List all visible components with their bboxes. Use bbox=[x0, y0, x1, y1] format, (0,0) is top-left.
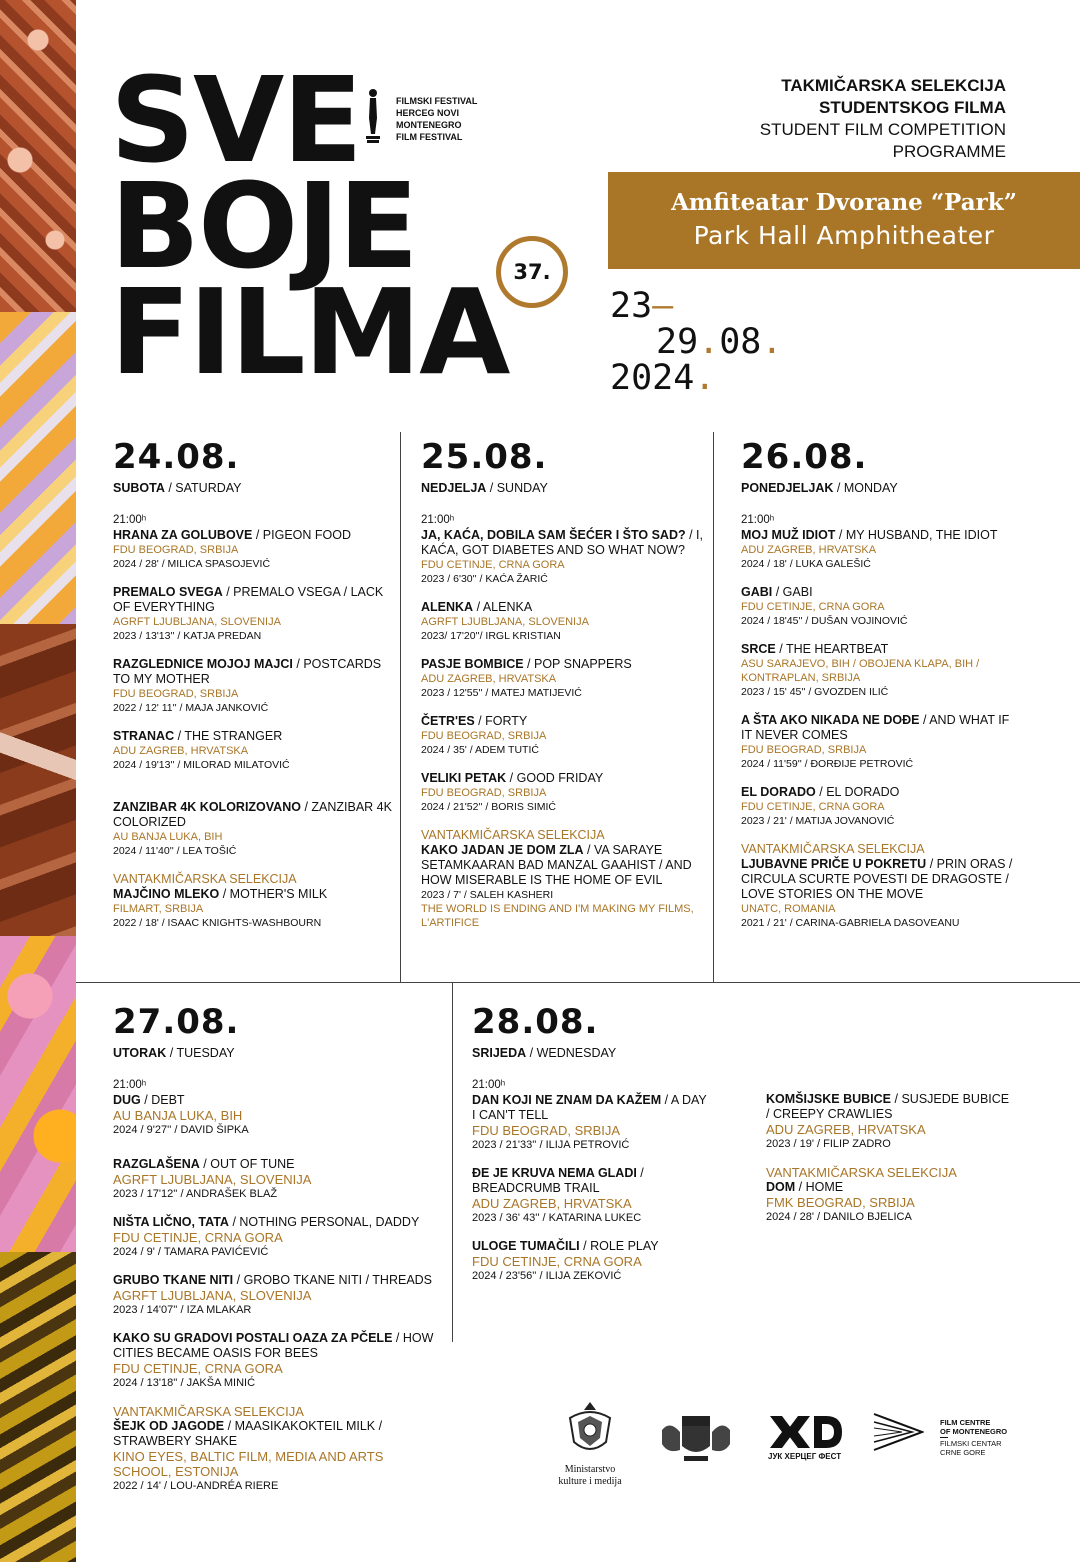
film-title-en: AND WHAT IF IT NEVER COMES bbox=[741, 713, 1010, 742]
film-meta: 2023 / 12'55'' / MATEJ MATIJEVIĆ bbox=[421, 687, 582, 699]
film-entry: NIŠTA LIČNO, TATA / NOTHING PERSONAL, DADDY FDU CETINJE, CRNA GORA 2024 / 9' / TAMARA PAVIĆEVIĆ bbox=[113, 1215, 435, 1259]
film-title-en: PREMALO VSEGA / LACK OF EVERYTHING bbox=[113, 585, 384, 614]
date-dot-3: . bbox=[694, 358, 716, 398]
film-title-local: EL DORADO bbox=[741, 785, 816, 799]
decorative-fabric-strip bbox=[0, 0, 76, 1562]
date-end-month: 08 bbox=[719, 322, 762, 362]
film-meta: 2024 / 35' / ADEM TUTIĆ bbox=[421, 744, 539, 756]
film-title-en: GOOD FRIDAY bbox=[516, 771, 604, 785]
film-entry: VELIKI PETAK / GOOD FRIDAY FDU BEOGRAD, SRBIJA 2024 / 21'52'' / BORIS SIMIĆ bbox=[421, 771, 703, 814]
film-meta: 2024 / 28' / DANILO BJELICA bbox=[766, 1211, 912, 1223]
divider-h bbox=[76, 982, 1080, 983]
film-title-local: A ŠTA AKO NIKADA NE DOĐE bbox=[741, 713, 920, 727]
day-name-local: PONEDJELJAK bbox=[741, 481, 834, 495]
film-title-local: ČETR'ES bbox=[421, 714, 475, 728]
film-meta: 2024 / 19'13'' / MILORAD MILATOVIĆ bbox=[113, 759, 290, 771]
film-origin: FDU BEOGRAD, SRBIJA bbox=[113, 688, 239, 700]
edition-badge: 37. bbox=[496, 236, 568, 308]
film-title-local: MOJ MUŽ IDIOT bbox=[741, 528, 836, 542]
film-title-local: HRANA ZA GOLUBOVE bbox=[113, 528, 253, 542]
day-column-1 bbox=[113, 438, 393, 944]
out-of-competition-label: VANTAKMIČARSKA SELEKCIJA bbox=[113, 872, 297, 886]
film-origin: ADU ZAGREB, HRVATSKA bbox=[421, 673, 557, 685]
film-title-local: SRCE bbox=[741, 642, 776, 656]
film-origin: FDU CETINJE, CRNA GORA bbox=[421, 559, 565, 571]
festival-line-2: HERCEG NOVI bbox=[396, 108, 460, 118]
film-origin: AGRFT LJUBLJANA, SLOVENIJA bbox=[113, 1288, 312, 1303]
film-meta: 2023 / 13'13'' / KATJA PREDAN bbox=[113, 630, 262, 642]
film-title-en: SUSJEDE BUBICE / CREEPY CRAWLIES bbox=[766, 1092, 1010, 1121]
competition-line-1: TAKMIČARSKA SELEKCIJA bbox=[781, 76, 1006, 95]
film-meta: 2023 / 14'07'' / IZA MLAKAR bbox=[113, 1304, 252, 1316]
screening-time: 21:00ʰ bbox=[421, 514, 455, 526]
film-title-en: MY HUSBAND, THE IDIOT bbox=[845, 528, 998, 542]
day-date: 27.08. bbox=[113, 1002, 240, 1042]
xd-logo-icon bbox=[768, 1414, 844, 1450]
day-date: 26.08. bbox=[741, 437, 868, 477]
film-title-local: VELIKI PETAK bbox=[421, 771, 507, 785]
film-origin: FDU BEOGRAD, SRBIJA bbox=[421, 730, 547, 742]
fabric-swatch-4 bbox=[0, 936, 76, 1252]
film-origin: UNATC, ROMANIA bbox=[741, 903, 836, 915]
festival-dates bbox=[610, 288, 782, 396]
venue-english: Park Hall Amphitheater bbox=[693, 221, 995, 250]
title-line-1: SVE bbox=[110, 51, 361, 189]
film-entry: GABI / GABI FDU CETINJE, CRNA GORA 2024 / 18'45'' / DUŠAN VOJINOVIĆ bbox=[741, 585, 1021, 628]
film-meta: 2022 / 14' / LOU-ANDRÉA RIERE bbox=[113, 1480, 279, 1492]
film-origin: FDU CETINJE, CRNA GORA bbox=[741, 801, 885, 813]
day-column-5 bbox=[472, 1003, 712, 1297]
date-dot-2: . bbox=[761, 322, 783, 362]
film-title-en: POSTCARDS TO MY MOTHER bbox=[113, 657, 382, 686]
film-title-local: ULOGE TUMAČILI bbox=[472, 1239, 580, 1253]
film-title-local: PASJE BOMBICE bbox=[421, 657, 524, 671]
screening-time: 21:00ʰ bbox=[741, 514, 775, 526]
film-title-en: GABI bbox=[782, 585, 813, 599]
film-entry: MOJ MUŽ IDIOT / MY HUSBAND, THE IDIOT ADU ZAGREB, HRVATSKA 2024 / 18' / LUKA GALEŠIĆ bbox=[741, 528, 1021, 571]
film-origin: AGRFT LJUBLJANA, SLOVENIJA bbox=[421, 616, 589, 628]
film-title-local: ZANZIBAR 4K KOLORIZOVANO bbox=[113, 800, 301, 814]
film-title-local: DOM bbox=[766, 1180, 796, 1194]
film-title-en: VA SARAYE SETAMKAARAN BAD MANZAL GAAHIST / AND HOW MISERABLE IS THE HOME OF EVIL bbox=[421, 843, 692, 887]
screening-time: 21:00ʰ bbox=[113, 514, 147, 526]
film-entry: PREMALO SVEGA / PREMALO VSEGA / LACK OF EVERYTHING AGRFT LJUBLJANA, SLOVENIJA 2023 / 13'13'' / KATJA PREDAN bbox=[113, 585, 393, 643]
film-meta: 2022 / 12' 11'' / MAJA JANKOVIĆ bbox=[113, 702, 269, 714]
screening-time: 21:00ʰ bbox=[113, 1079, 147, 1091]
film-origin: AGRFT LJUBLJANA, SLOVENIJA bbox=[113, 616, 281, 628]
film-meta: 2023 / 36' 43'' / KATARINA LUKEC bbox=[472, 1212, 642, 1224]
film-entry: EL DORADO / EL DORADO FDU CETINJE, CRNA GORA 2023 / 21' / MATIJA JOVANOVIĆ bbox=[741, 785, 1021, 828]
film-origin: FDU BEOGRAD, SRBIJA bbox=[472, 1123, 621, 1138]
city-coat-of-arms-icon bbox=[656, 1410, 736, 1466]
day-name-en: SATURDAY bbox=[175, 481, 242, 495]
film-title-local: GABI bbox=[741, 585, 773, 599]
film-title-en: PIGEON FOOD bbox=[262, 528, 351, 542]
date-end-day: 29 bbox=[656, 322, 699, 362]
film-meta: 2024 / 21'52'' / BORIS SIMIĆ bbox=[421, 801, 556, 813]
film-entry: ĐE JE KRUVA NEMA GLADI / BREADCRUMB TRAIL ADU ZAGREB, HRVATSKA 2023 / 36' 43'' / KATARINA LUKEC bbox=[472, 1166, 712, 1225]
film-meta: 2024 / 18'45'' / DUŠAN VOJINOVIĆ bbox=[741, 615, 908, 627]
ministry-name: Ministarstvo kulture i medija bbox=[558, 1464, 622, 1487]
day-name: SUBOTA / SATURDAY bbox=[113, 481, 242, 495]
divider-v1 bbox=[400, 432, 401, 982]
film-meta: 2023 / 7' / SALEH KASHERI bbox=[421, 889, 554, 901]
film-title-en: HOME bbox=[805, 1180, 844, 1194]
film-title-en: ALENKA bbox=[482, 600, 533, 614]
film-meta: 2023 / 17'12'' / ANDRAŠEK BLAŽ bbox=[113, 1188, 278, 1200]
film-title-local: KAKO JADAN JE DOM ZLA bbox=[421, 843, 584, 857]
film-title-en: PRIN ORAS / CIRCULA SCURTE POVESTI DE DRAGOSTE / LOVE STORIES ON THE MOVE bbox=[741, 857, 1013, 901]
film-title-local: RAZGLAŠENA bbox=[113, 1157, 200, 1171]
film-title-en: BREADCRUMB TRAIL bbox=[472, 1181, 600, 1195]
film-title-en: ZANZIBAR 4K COLORIZED bbox=[113, 800, 392, 829]
title-line-2: BOJE bbox=[110, 157, 417, 295]
film-title-local: STRANAC bbox=[113, 729, 175, 743]
title-line-3: FILMA bbox=[110, 263, 509, 401]
film-origin: FDU CETINJE, CRNA GORA bbox=[113, 1361, 283, 1376]
day-name-en: SUNDAY bbox=[496, 481, 548, 495]
film-origin: FDU CETINJE, CRNA GORA bbox=[113, 1230, 283, 1245]
ministry-crest-icon bbox=[562, 1398, 618, 1462]
film-origin: FDU CETINJE, CRNA GORA bbox=[741, 601, 885, 613]
film-title-local: JA, KAĆA, DOBILA SAM ŠEĆER I ŠTO SAD? bbox=[421, 528, 686, 542]
film-title-en: EL DORADO bbox=[826, 785, 900, 799]
film-title-en: MOTHER'S MILK bbox=[229, 887, 328, 901]
film-entry: RAZGLAŠENA / OUT OF TUNE AGRFT LJUBLJANA, SLOVENIJA 2023 / 17'12'' / ANDRAŠEK BLAŽ bbox=[113, 1157, 435, 1201]
film-entry: KOMŠIJSKE BUBICE / SUSJEDE BUBICE / CREEPY CRAWLIES ADU ZAGREB, HRVATSKA 2023 / 19' / FILIP ZADRO bbox=[766, 1092, 1016, 1151]
day-name: UTORAK / TUESDAY bbox=[113, 1046, 235, 1060]
film-title-local: MAJČINO MLEKO bbox=[113, 887, 220, 901]
film-origin: FDU BEOGRAD, SRBIJA bbox=[421, 787, 547, 799]
film-origin: THE WORLD IS ENDING AND I'M MAKING MY FILMS, L'ARTIFICE bbox=[421, 903, 694, 929]
film-entry: PASJE BOMBICE / POP SNAPPERS ADU ZAGREB, HRVATSKA 2023 / 12'55'' / MATEJ MATIJEVIĆ bbox=[421, 657, 703, 700]
film-entry: DUG / DEBT AU BANJA LUKA, BIH 2024 / 9'27'' / DAVID ŠIPKA bbox=[113, 1093, 435, 1137]
day-column-3 bbox=[741, 438, 1021, 944]
film-entry: GRUBO TKANE NITI / GROBO TKANE NITI / THREADS AGRFT LJUBLJANA, SLOVENIJA 2023 / 14'07'' / IZA MLAKAR bbox=[113, 1273, 435, 1317]
film-origin: FDU BEOGRAD, SRBIJA bbox=[741, 744, 867, 756]
film-meta: 2024 / 11'40'' / LEA TOŠIĆ bbox=[113, 845, 237, 857]
divider-v3 bbox=[452, 982, 453, 1342]
film-origin: KINO EYES, BALTIC FILM, MEDIA AND ARTS SCHOOL, ESTONIJA bbox=[113, 1449, 384, 1479]
statuette-icon bbox=[364, 88, 382, 144]
festival-name bbox=[396, 95, 477, 143]
day-name-local: SRIJEDA bbox=[472, 1046, 527, 1060]
fcm-line-3: FILMSKI CENTAR bbox=[940, 1439, 1002, 1448]
film-origin: FDU CETINJE, CRNA GORA bbox=[472, 1254, 642, 1269]
film-centre-name bbox=[940, 1418, 1007, 1457]
day-name: PONEDJELJAK / MONDAY bbox=[741, 481, 898, 495]
film-meta: 2021 / 21' / CARINA-GABRIELA DASOVEANU bbox=[741, 917, 960, 929]
film-title-en: MAASIKAKOKTEIL MILK / STRAWBERY SHAKE bbox=[113, 1419, 383, 1448]
venue-local: Amfiteatar Dvorane “Park” bbox=[671, 189, 1017, 216]
competition-line-4: PROGRAMME bbox=[892, 142, 1006, 161]
date-year: 2024 bbox=[610, 358, 695, 398]
film-entry: HRANA ZA GOLUBOVE / PIGEON FOOD FDU BEOGRAD, SRBIJA 2024 / 28' / MILICA SPASOJEVIĆ bbox=[113, 528, 393, 571]
out-of-competition-entry: VANTAKMIČARSKA SELEKCIJA KAKO JADAN JE DOM ZLA / VA SARAYE SETAMKAARAN BAD MANZAL GAAHIST / AND HOW MISERABLE IS THE HOME OF EVIL 2023 / 7' / SALEH KASHERI THE WORLD IS ENDING AND I'M MAKING MY FILMS, L'ARTIFICE bbox=[421, 828, 703, 930]
film-meta: 2023 / 21'33'' / ILIJA PETROVIĆ bbox=[472, 1139, 630, 1151]
date-start: 23 bbox=[610, 286, 653, 326]
film-title-local: ALENKA bbox=[421, 600, 474, 614]
film-meta: 2023 / 15' 45'' / GVOZDEN ILIĆ bbox=[741, 686, 889, 698]
film-origin: FDU BEOGRAD, SRBIJA bbox=[113, 544, 239, 556]
film-entry: KAKO SU GRADOVI POSTALI OAZA ZA PČELE / HOW CITIES BECAME OASIS FOR BEES FDU CETINJE, CRNA GORA 2024 / 13'18'' / JAKŠA MINIĆ bbox=[113, 1331, 434, 1389]
film-entry: SRCE / THE HEARTBEAT ASU SARAJEVO, BIH / OBOJENA KLAPA, BIH / KONTRAPLAN, SRBIJA 2023 / 15' 45'' / GVOZDEN ILIĆ bbox=[741, 642, 1021, 699]
film-meta: 2022 / 18' / ISAAC KNIGHTS-WASHBOURN bbox=[113, 917, 322, 929]
film-title-en: THE STRANGER bbox=[184, 729, 283, 743]
film-origin: AU BANJA LUKA, BIH bbox=[113, 1108, 243, 1123]
film-title-local: RAZGLEDNICE MOJOJ MAJCI bbox=[113, 657, 293, 671]
film-entry: ALENKA / ALENKA AGRFT LJUBLJANA, SLOVENIJA 2023/ 17'20''/ IRGL KRISTIAN bbox=[421, 600, 703, 643]
out-of-competition-label: VANTAKMIČARSKA SELEKCIJA bbox=[113, 1404, 304, 1419]
film-title-local: KAKO SU GRADOVI POSTALI OAZA ZA PČELE bbox=[113, 1331, 393, 1345]
fcm-line-1: FILM CENTRE bbox=[940, 1418, 991, 1427]
film-title-en: FORTY bbox=[485, 714, 528, 728]
film-title-en: A DAY I CAN'T TELL bbox=[472, 1093, 707, 1122]
competition-heading bbox=[760, 75, 1006, 163]
day-column-4 bbox=[113, 1003, 435, 1507]
film-meta: 2023 / 19' / FILIP ZADRO bbox=[766, 1138, 891, 1150]
date-dash: – bbox=[652, 286, 674, 326]
film-meta: 2023 / 6'30'' / KAĆA ŽARIĆ bbox=[421, 573, 548, 585]
day-date: 28.08. bbox=[472, 1002, 599, 1042]
film-origin: AU BANJA LUKA, BIH bbox=[113, 831, 223, 843]
day-name-en: MONDAY bbox=[843, 481, 898, 495]
day-name-local: SUBOTA bbox=[113, 481, 165, 495]
film-title-en: NOTHING PERSONAL, DADDY bbox=[239, 1215, 420, 1229]
film-entry: JA, KAĆA, DOBILA SAM ŠEĆER I ŠTO SAD? / I, KAĆA, GOT DIABETES AND SO WHAT NOW? FDU CETINJE, CRNA GORA 2023 / 6'30'' / KAĆA ŽARIĆ bbox=[421, 528, 703, 585]
film-title-en: I, KAĆA, GOT DIABETES AND SO WHAT NOW? bbox=[421, 528, 703, 557]
out-of-competition-label: VANTAKMIČARSKA SELEKCIJA bbox=[741, 842, 925, 856]
out-of-competition-entry: VANTAKMIČARSKA SELEKCIJA ŠEJK OD JAGODE / MAASIKAKOKTEIL MILK / STRAWBERY SHAKE KINO EYES, BALTIC FILM, MEDIA AND ARTS SCHOOL, ESTONIJA 2022 / 14' / LOU-ANDRÉA RIERE bbox=[113, 1404, 435, 1493]
film-title-en: GROBO TKANE NITI / THREADS bbox=[243, 1273, 433, 1287]
film-meta: 2024 / 13'18'' / JAKŠA MINIĆ bbox=[113, 1377, 256, 1389]
out-of-competition-label: VANTAKMIČARSKA SELEKCIJA bbox=[766, 1165, 957, 1180]
out-of-competition-entry: VANTAKMIČARSKA SELEKCIJA MAJČINO MLEKO / MOTHER'S MILK FILMART, SRBIJA 2022 / 18' / ISAAC KNIGHTS-WASHBOURN bbox=[113, 872, 393, 930]
out-of-competition-entry: VANTAKMIČARSKA SELEKCIJA LJUBAVNE PRIČE U POKRETU / PRIN ORAS / CIRCULA SCURTE POVESTI DE DRAGOSTE / LOVE STORIES ON THE MOVE UNATC, ROMANIA 2021 / 21' / CARINA-GABRIELA DASOVEANU bbox=[741, 842, 1021, 930]
film-entry: STRANAC / THE STRANGER ADU ZAGREB, HRVATSKA 2024 / 19'13'' / MILORAD MILATOVIĆ bbox=[113, 729, 393, 772]
day-date: 25.08. bbox=[421, 437, 548, 477]
film-title-en: HOW CITIES BECAME OASIS FOR BEES bbox=[113, 1331, 434, 1360]
day-column-2 bbox=[421, 438, 703, 944]
film-title-en: POP SNAPPERS bbox=[534, 657, 632, 671]
film-title-local: PREMALO SVEGA bbox=[113, 585, 223, 599]
film-origin: ASU SARAJEVO, BIH / OBOJENA KLAPA, BIH / KONTRAPLAN, SRBIJA bbox=[741, 658, 980, 684]
film-origin: FILMART, SRBIJA bbox=[113, 903, 204, 915]
out-of-competition-entry: VANTAKMIČARSKA SELEKCIJA DOM / HOME FMK BEOGRAD, SRBIJA 2024 / 28' / DANILO BJELICA bbox=[766, 1165, 1016, 1224]
film-title-local: DUG bbox=[113, 1093, 141, 1107]
festival-line-4: FILM FESTIVAL bbox=[396, 132, 463, 142]
film-entry: ČETR'ES / FORTY FDU BEOGRAD, SRBIJA 2024 / 35' / ADEM TUTIĆ bbox=[421, 714, 703, 757]
film-meta: 2024 / 11'59'' / ĐORĐIJE PETROVIĆ bbox=[741, 758, 914, 770]
film-entry: ULOGE TUMAČILI / ROLE PLAY FDU CETINJE, CRNA GORA 2024 / 23'56'' / ILIJA ZEKOVIĆ bbox=[472, 1239, 712, 1283]
fabric-swatch-2 bbox=[0, 312, 76, 624]
fabric-swatch-1 bbox=[0, 0, 76, 312]
out-of-competition-label: VANTAKMIČARSKA SELEKCIJA bbox=[421, 828, 605, 842]
day-date: 24.08. bbox=[113, 437, 240, 477]
fcm-line-2: OF MONTENEGRO bbox=[940, 1427, 1008, 1436]
film-title-en: OUT OF TUNE bbox=[210, 1157, 295, 1171]
film-title-en: ROLE PLAY bbox=[590, 1239, 659, 1253]
fabric-swatch-3 bbox=[0, 624, 76, 936]
film-meta: 2024 / 28' / MILICA SPASOJEVIĆ bbox=[113, 558, 271, 570]
fabric-swatch-5 bbox=[0, 1252, 76, 1562]
film-title-local: DAN KOJI NE ZNAM DA KAŽEM bbox=[472, 1093, 662, 1107]
film-meta: 2024 / 23'56'' / ILIJA ZEKOVIĆ bbox=[472, 1270, 622, 1282]
day-name-local: NEDJELJA bbox=[421, 481, 487, 495]
film-title-local: ĐE JE KRUVA NEMA GLADI bbox=[472, 1166, 637, 1180]
film-origin: ADU ZAGREB, HRVATSKA bbox=[113, 745, 249, 757]
film-origin: ADU ZAGREB, HRVATSKA bbox=[741, 544, 877, 556]
festival-line-1: FILMSKI FESTIVAL bbox=[396, 96, 478, 106]
film-entry: ZANZIBAR 4K KOLORIZOVANO / ZANZIBAR 4K COLORIZED AU BANJA LUKA, BIH 2024 / 11'40'' / LEA TOŠIĆ bbox=[113, 800, 392, 857]
film-title-local: ŠEJK OD JAGODE bbox=[113, 1419, 225, 1433]
film-title-en: THE HEARTBEAT bbox=[785, 642, 889, 656]
competition-line-3: STUDENT FILM COMPETITION bbox=[759, 120, 1006, 139]
film-centre-logo-icon bbox=[872, 1412, 924, 1452]
film-meta: 2024 / 18' / LUKA GALEŠIĆ bbox=[741, 558, 871, 570]
day-name-local: UTORAK bbox=[113, 1046, 167, 1060]
film-title-local: LJUBAVNE PRIČE U POKRETU bbox=[741, 857, 927, 871]
film-title-local: KOMŠIJSKE BUBICE bbox=[766, 1092, 892, 1106]
fcm-line-4: CRNE GORE bbox=[940, 1448, 986, 1457]
film-origin: FMK BEOGRAD, SRBIJA bbox=[766, 1195, 915, 1210]
film-entry: DAN KOJI NE ZNAM DA KAŽEM / A DAY I CAN'T TELL FDU BEOGRAD, SRBIJA 2023 / 21'33'' / ILIJA PETROVIĆ bbox=[472, 1093, 712, 1152]
day-name: NEDJELJA / SUNDAY bbox=[421, 481, 548, 495]
film-origin: AGRFT LJUBLJANA, SLOVENIJA bbox=[113, 1172, 312, 1187]
date-dot-1: . bbox=[698, 322, 720, 362]
festival-line-3: MONTENEGRO bbox=[396, 120, 462, 130]
divider-v2 bbox=[713, 432, 714, 982]
film-entry: RAZGLEDNICE MOJOJ MAJCI / POSTCARDS TO MY MOTHER FDU BEOGRAD, SRBIJA 2022 / 12' 11'' / MAJA JANKOVIĆ bbox=[113, 657, 393, 715]
film-title-en: DEBT bbox=[151, 1093, 185, 1107]
film-title-local: NIŠTA LIČNO, TATA bbox=[113, 1215, 229, 1229]
film-entry: A ŠTA AKO NIKADA NE DOĐE / AND WHAT IF IT NEVER COMES FDU BEOGRAD, SRBIJA 2024 / 11'59'' / ĐORĐIJE PETROVIĆ bbox=[741, 713, 1021, 771]
film-meta: 2024 / 9' / TAMARA PAVIĆEVIĆ bbox=[113, 1246, 269, 1258]
competition-line-2: STUDENTSKOG FILMA bbox=[819, 98, 1006, 117]
day-name-en: TUESDAY bbox=[176, 1046, 235, 1060]
juk-herceg-fest-label: ЈУК ХЕРЦЕГ ФЕСТ bbox=[768, 1452, 842, 1461]
film-meta: 2023/ 17'20''/ IRGL KRISTIAN bbox=[421, 630, 561, 642]
film-meta: 2024 / 9'27'' / DAVID ŠIPKA bbox=[113, 1124, 249, 1136]
day-name-en: WEDNESDAY bbox=[536, 1046, 617, 1060]
film-origin: ADU ZAGREB, HRVATSKA bbox=[766, 1122, 926, 1137]
venue-banner bbox=[608, 172, 1080, 269]
film-title-local: GRUBO TKANE NITI bbox=[113, 1273, 234, 1287]
screening-time: 21:00ʰ bbox=[472, 1079, 506, 1091]
film-origin: ADU ZAGREB, HRVATSKA bbox=[472, 1196, 632, 1211]
day-column-5b bbox=[766, 1092, 1016, 1238]
day-name: SRIJEDA / WEDNESDAY bbox=[472, 1046, 617, 1060]
film-meta: 2023 / 21' / MATIJA JOVANOVIĆ bbox=[741, 815, 895, 827]
